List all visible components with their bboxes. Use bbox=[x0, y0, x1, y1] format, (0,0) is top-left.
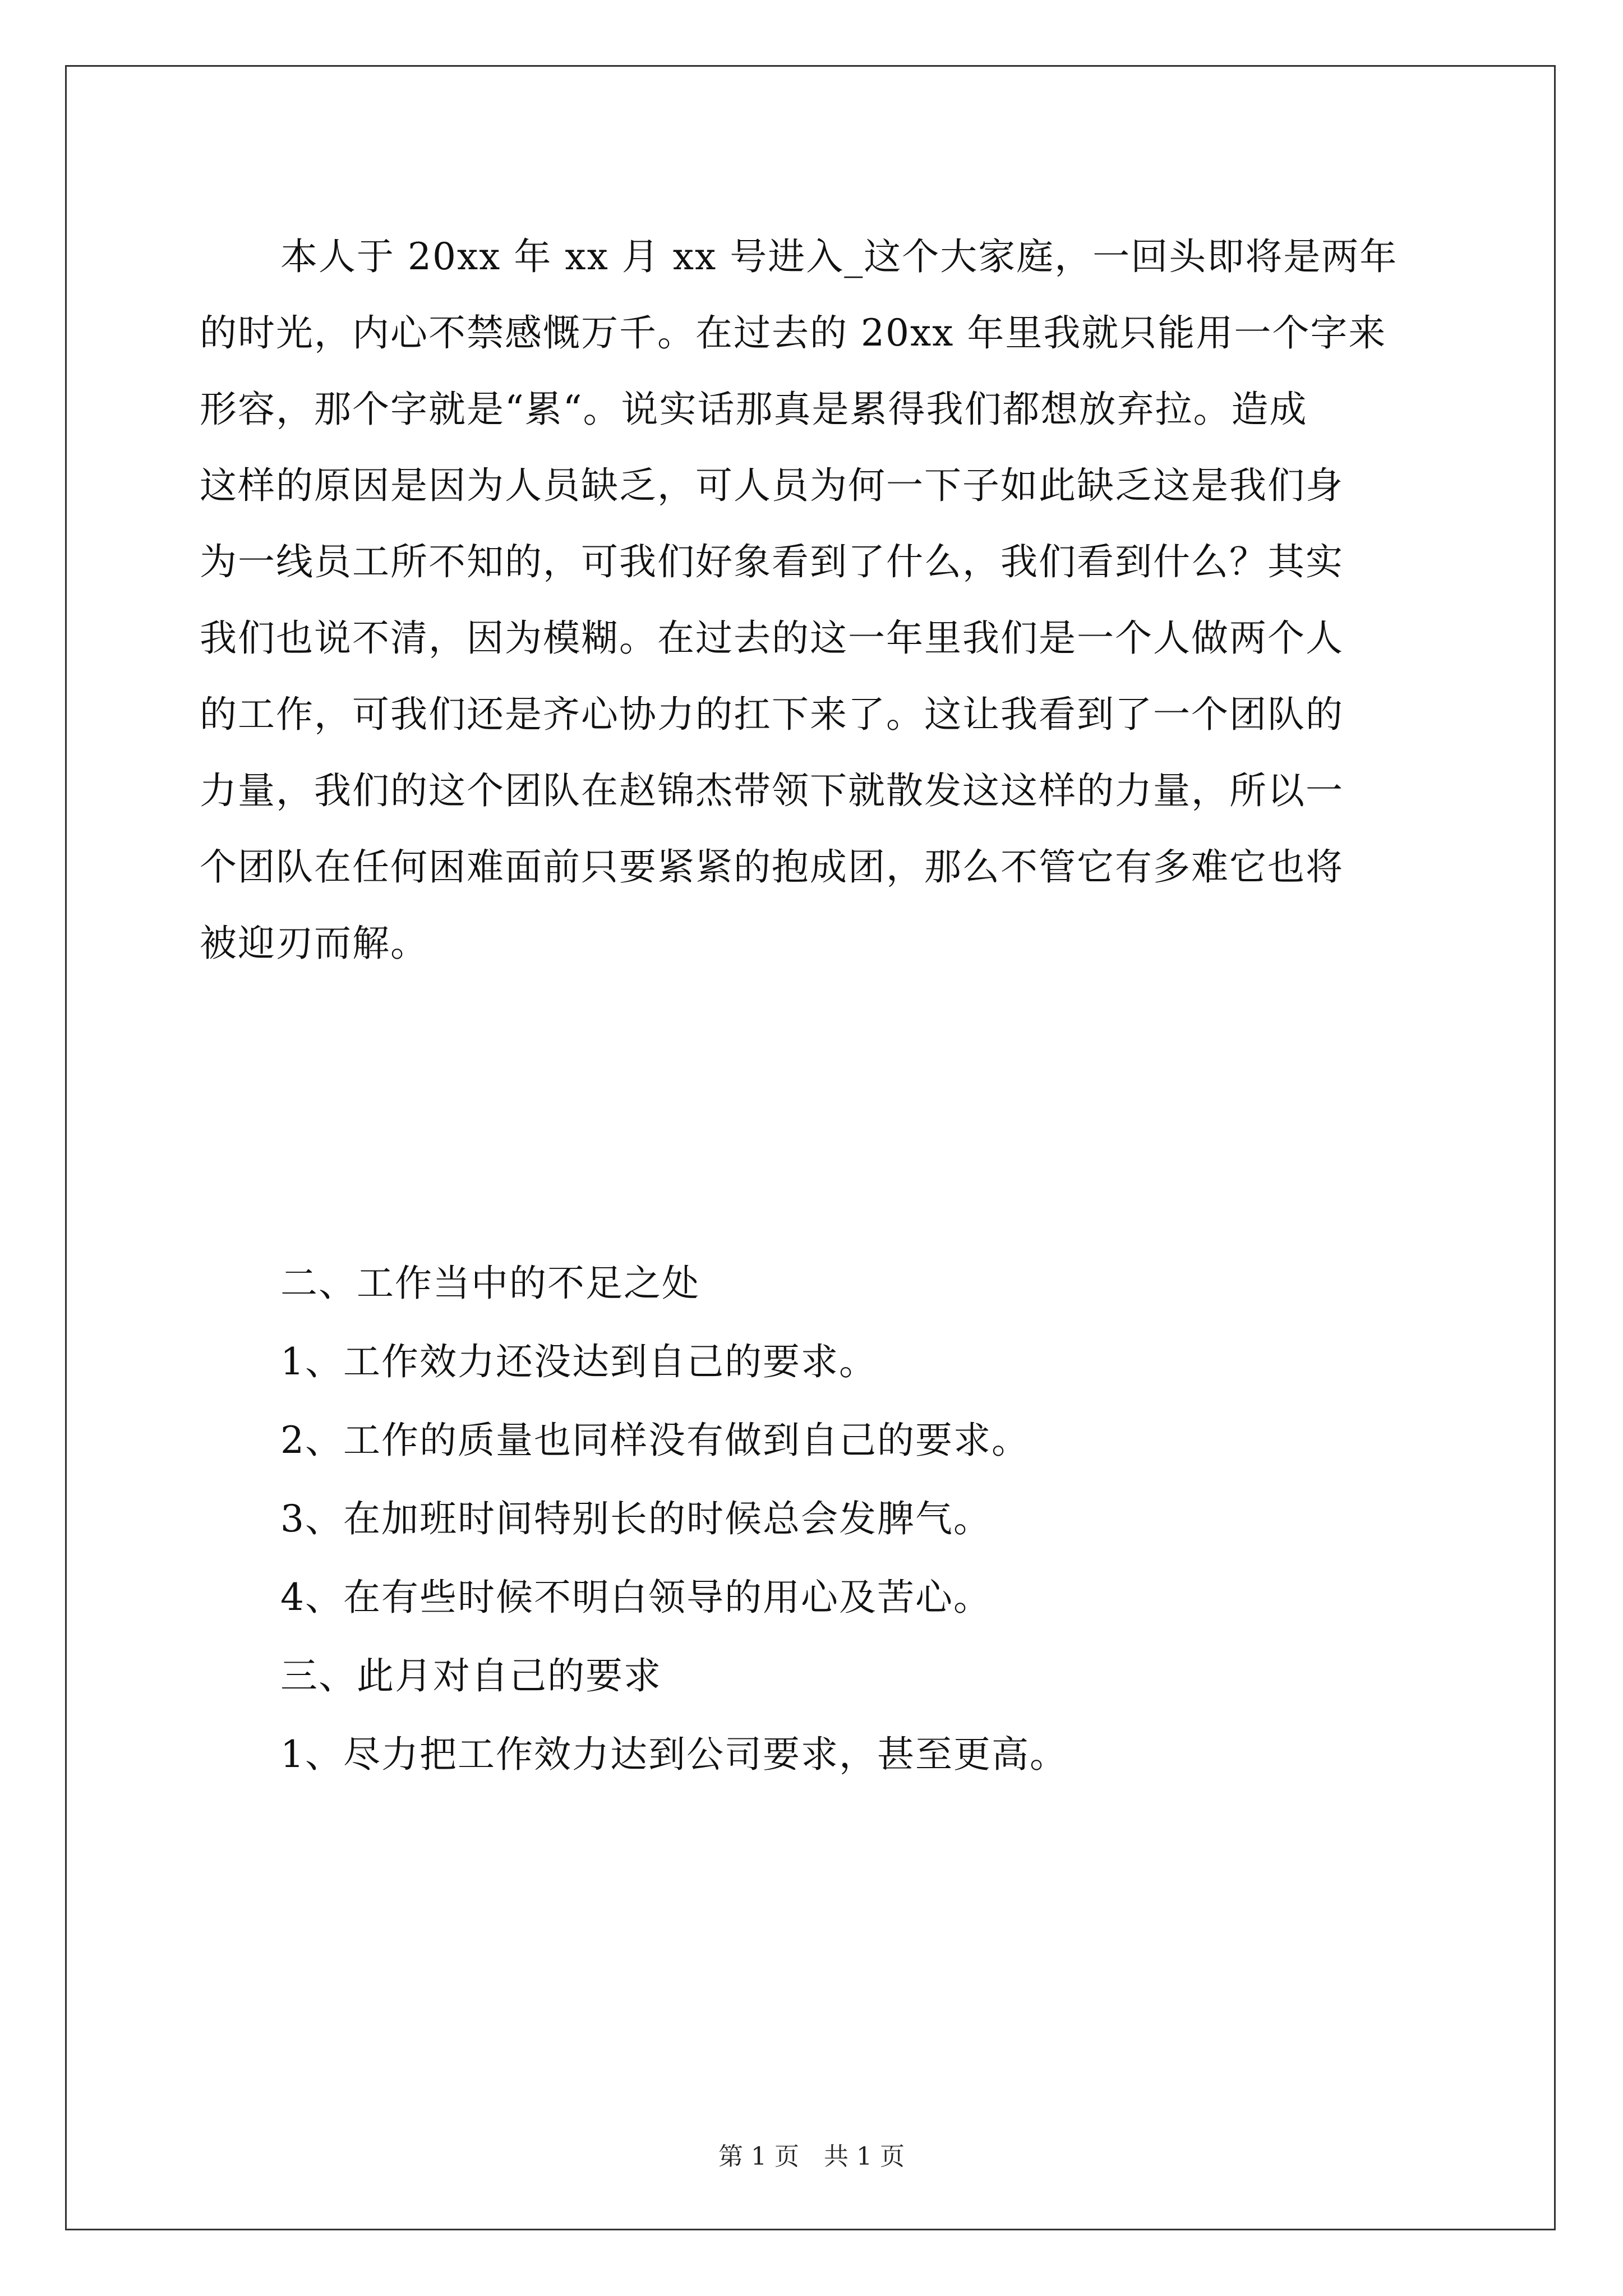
paragraph-line: 我们也说不清，因为模糊。在过去的这一年里我们是一个人做两个人 bbox=[200, 616, 1344, 660]
section2-item-3: 3、在加班时间特别长的时候总会发脾气。 bbox=[280, 1497, 992, 1540]
paragraph-line: 的工作，可我们还是齐心协力的扛下来了。这让我看到了一个团队的 bbox=[200, 693, 1344, 736]
section2-heading: 二、工作当中的不足之处 bbox=[280, 1262, 700, 1305]
paragraph-line: 个团队在任何困难面前只要紧紧的抱成团，那么不管它有多难它也将 bbox=[200, 845, 1344, 889]
paragraph-line: 本人于 20xx 年 xx 月 xx 号进入_这个大家庭，一回头即将是两年 bbox=[280, 235, 1398, 278]
paragraph-line: 被迎刃而解。 bbox=[200, 922, 428, 965]
paragraph-line: 这样的原因是因为人员缺乏，可人员为何一下子如此缺乏这是我们身 bbox=[200, 464, 1344, 507]
paragraph-line: 的时光，内心不禁感慨万千。在过去的 20xx 年里我就只能用一个字来 bbox=[200, 311, 1387, 355]
paragraph-line: 形容，那个字就是“累“。说实话那真是累得我们都想放弃拉。造成 bbox=[200, 388, 1308, 431]
paragraph-line: 力量，我们的这个团队在赵锦杰带领下就散发这这样的力量，所以一 bbox=[200, 769, 1344, 812]
section3-item-1: 1、尽力把工作效力达到公司要求，甚至更高。 bbox=[280, 1733, 1068, 1776]
section2-item-2: 2、工作的质量也同样没有做到自己的要求。 bbox=[280, 1419, 1030, 1462]
document-body bbox=[200, 219, 1428, 1776]
section2-item-1: 1、工作效力还没达到自己的要求。 bbox=[280, 1340, 877, 1383]
page-number-footer: 第 1 页 共 1 页 bbox=[718, 2142, 905, 2171]
section2-item-4: 4、在有些时候不明白领导的用心及苦心。 bbox=[280, 1576, 992, 1619]
section3-heading: 三、此月对自己的要求 bbox=[280, 1654, 662, 1697]
paragraph-line: 为一线员工所不知的，可我们好象看到了什么，我们看到什么？其实 bbox=[200, 540, 1344, 583]
intro-paragraph bbox=[200, 219, 1428, 982]
